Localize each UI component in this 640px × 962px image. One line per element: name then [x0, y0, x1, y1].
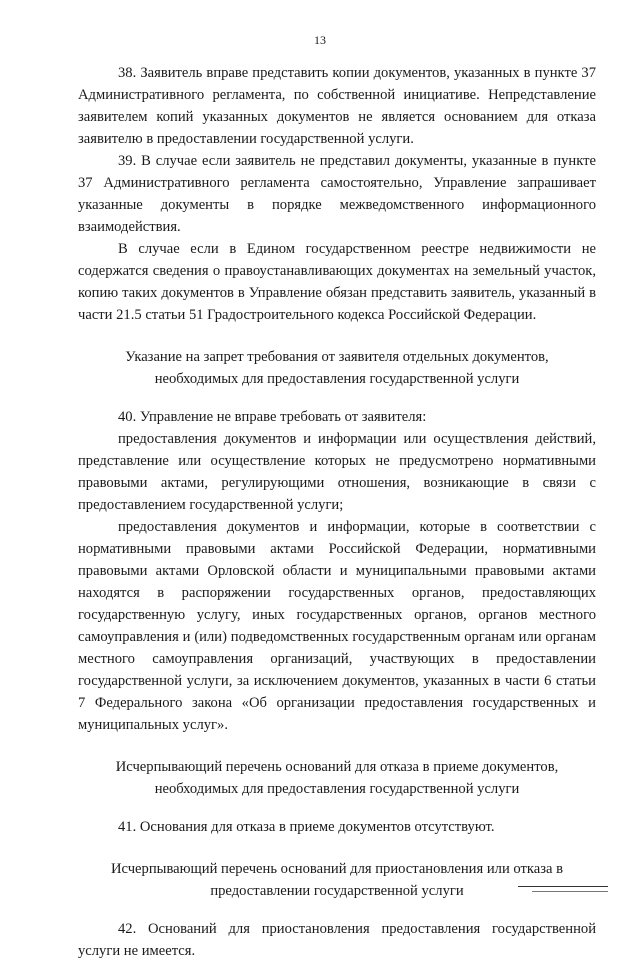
- paragraph-38: 38. Заявитель вправе представить копии документов, указанных в пункте 37 Административного регламента, по собственной инициативе. Непредставление заявителем копий указанных документов не является основанием для отказа заявителю в предоставлении государственной услуги.: [78, 65, 596, 147]
- paragraph-39-continued: В случае если в Едином государственном реестре недвижимости не содержатся сведения о правоустанавливающих документах на земельный участок, копию таких документов в Управление обязан представить заявитель, указанный в части 21.5 статьи 51 Градостроительного кодекса Российской Федерации.: [78, 241, 596, 323]
- paragraph-40-item-1: предоставления документов и информации или осуществления действий, представление или осуществление которых не предусмотрено нормативными правовыми актами, регулирующими отношения, возникающие в связи с предоставлением государственной услуги;: [78, 431, 596, 513]
- section-heading-refusal-acceptance: Исчерпывающий перечень оснований для отказа в приеме документов, необходимых для предоставления государственной услуги: [115, 759, 559, 797]
- page-number: 13: [314, 33, 326, 47]
- footer-rule: [518, 886, 608, 887]
- paragraph-39: 39. В случае если заявитель не представил документы, указанные в пункте 37 Административного регламента самостоятельно, Управление запрашивает указанные документы в порядке межведомственного информационного взаимодействия.: [78, 153, 596, 235]
- paragraph-41: 41. Основания для отказа в приеме документов отсутствуют.: [118, 819, 495, 835]
- section-heading-prohibition: Указание на запрет требования от заявителя отдельных документов, необходимых для предоставления государственной услуги: [125, 349, 549, 387]
- footer-rule-secondary: [532, 891, 608, 892]
- paragraph-42: 42. Оснований для приостановления предоставления государственной услуги не имеется.: [78, 921, 596, 959]
- paragraph-40-item-2: предоставления документов и информации, которые в соответствии с нормативными правовыми актами Российской Федерации, нормативными правовыми актами Орловской области и муниципальными правовыми актами находятся в распоряжении государственных органов, предоставляющих государственную услугу, иных государственных органов, органов местного самоуправления и (или) подведомственных государственным органам или органам местного самоуправления организаций, участвующих в предоставлении государственной услуги, за исключением документов, указанных в части 6 статьи 7 Федерального закона «Об организации предоставления государственных и муниципальных услуг».: [78, 519, 596, 733]
- document-body: [78, 62, 596, 962]
- paragraph-40: 40. Управление не вправе требовать от заявителя:: [118, 409, 427, 425]
- section-heading-suspension: Исчерпывающий перечень оснований для приостановления или отказа в предоставлении государственной услуги: [110, 861, 564, 899]
